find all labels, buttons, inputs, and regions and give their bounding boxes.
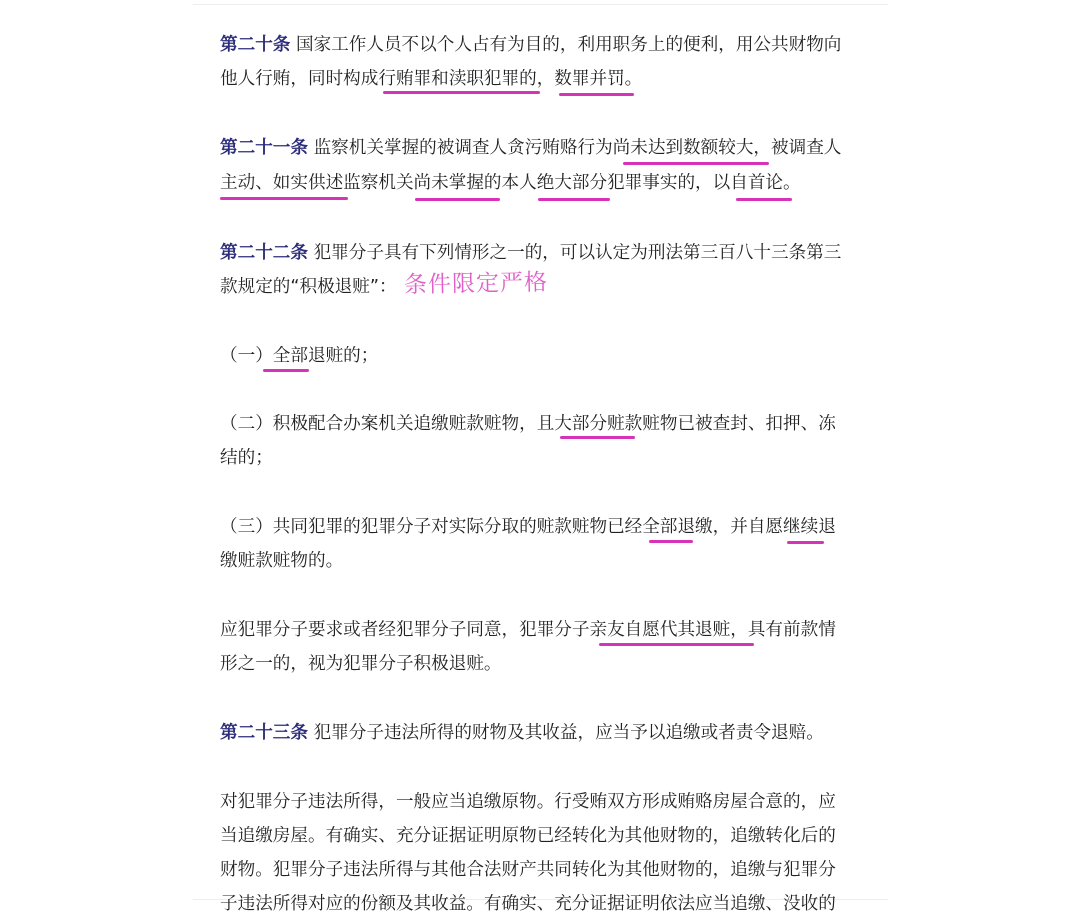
line-text: 他人行贿，同时构成行贿罪和渎职犯罪的，数罪并罚。: [220, 69, 643, 89]
text-line: [220, 787, 836, 817]
line-text: 应犯罪分子要求或者经犯罪分子同意，犯罪分子亲友自愿代其退赃，具有前款情: [220, 620, 836, 640]
line-text: 监察机关掌握的被调查人贪污贿赂行为尚未达到数额较大，被调查人: [307, 138, 842, 158]
line-text: 款规定的“积极退赃”：: [220, 277, 397, 297]
text-line: [220, 718, 824, 748]
article-heading: 第二十条: [220, 35, 291, 55]
highlight-underline: [383, 91, 540, 94]
line-text: 缴赃款赃物的。: [220, 551, 344, 571]
line-text: 对犯罪分子违法所得，一般应当追缴原物。行受贿双方形成贿赂房屋合意的，应: [220, 792, 836, 812]
text-line: [220, 409, 836, 439]
line-text: 主动、如实供述监察机关尚未掌握的本人绝大部分犯罪事实的，以自首论。: [220, 173, 801, 193]
highlight-underline: [599, 643, 754, 646]
line-text: 犯罪分子违法所得的财物及其收益，应当予以追缴或者责令退赔。: [307, 723, 824, 743]
text-line: [220, 649, 502, 679]
highlight-underline: [736, 198, 792, 201]
line-text: 结的；: [220, 448, 273, 468]
document-page[interactable]: [193, 4, 888, 914]
text-line: [220, 443, 273, 473]
text-line: [220, 64, 642, 94]
text-line: [220, 168, 801, 198]
article-heading: 第二十二条: [220, 243, 308, 263]
handwritten-note: 条件限定严格: [403, 269, 549, 299]
line-text: （三）共同犯罪的犯罪分子对实际分取的赃款赃物已经全部退缴，并自愿继续退: [220, 517, 836, 537]
line-text: 子违法所得对应的份额及其收益。有确实、充分证据证明依法应当追缴、没收的: [220, 894, 836, 914]
highlight-underline: [623, 162, 769, 165]
line-text: 形之一的，视为犯罪分子积极退赃。: [220, 654, 502, 674]
highlight-underline: [538, 198, 610, 201]
highlight-underline: [649, 540, 693, 543]
highlight-underline: [559, 93, 634, 96]
line-text: （一）全部退赃的；: [220, 346, 379, 366]
line-text: 国家工作人员不以个人占有为目的，利用职务上的便利，用公共财物向: [290, 35, 842, 55]
highlight-underline: [415, 198, 500, 201]
line-text: 当追缴房屋。有确实、充分证据证明原物已经转化为其他财物的，追缴转化后的: [220, 826, 836, 846]
text-line: [220, 855, 836, 885]
highlight-underline: [787, 541, 824, 544]
text-line: [220, 615, 836, 645]
line-text: 财物。犯罪分子违法所得与其他合法财产共同转化为其他财物的，追缴与犯罪分: [220, 860, 836, 880]
line-text: 犯罪分子具有下列情形之一的，可以认定为刑法第三百八十三条第三: [307, 243, 842, 263]
text-line: [220, 238, 841, 268]
highlight-underline: [220, 197, 348, 200]
article-heading: 第二十三条: [220, 723, 308, 743]
highlight-underline: [560, 436, 635, 439]
text-line: [220, 821, 836, 851]
text-line: [220, 341, 378, 371]
text-line: [220, 889, 836, 919]
text-line: [220, 546, 343, 576]
line-text: （二）积极配合办案机关追缴赃款赃物，且大部分赃款赃物已被查封、扣押、冻: [220, 414, 836, 434]
text-line: [220, 272, 397, 302]
text-line: [220, 133, 841, 163]
text-line: [220, 30, 841, 60]
article-heading: 第二十一条: [220, 138, 308, 158]
highlight-underline: [263, 369, 309, 372]
text-line: [220, 512, 836, 542]
